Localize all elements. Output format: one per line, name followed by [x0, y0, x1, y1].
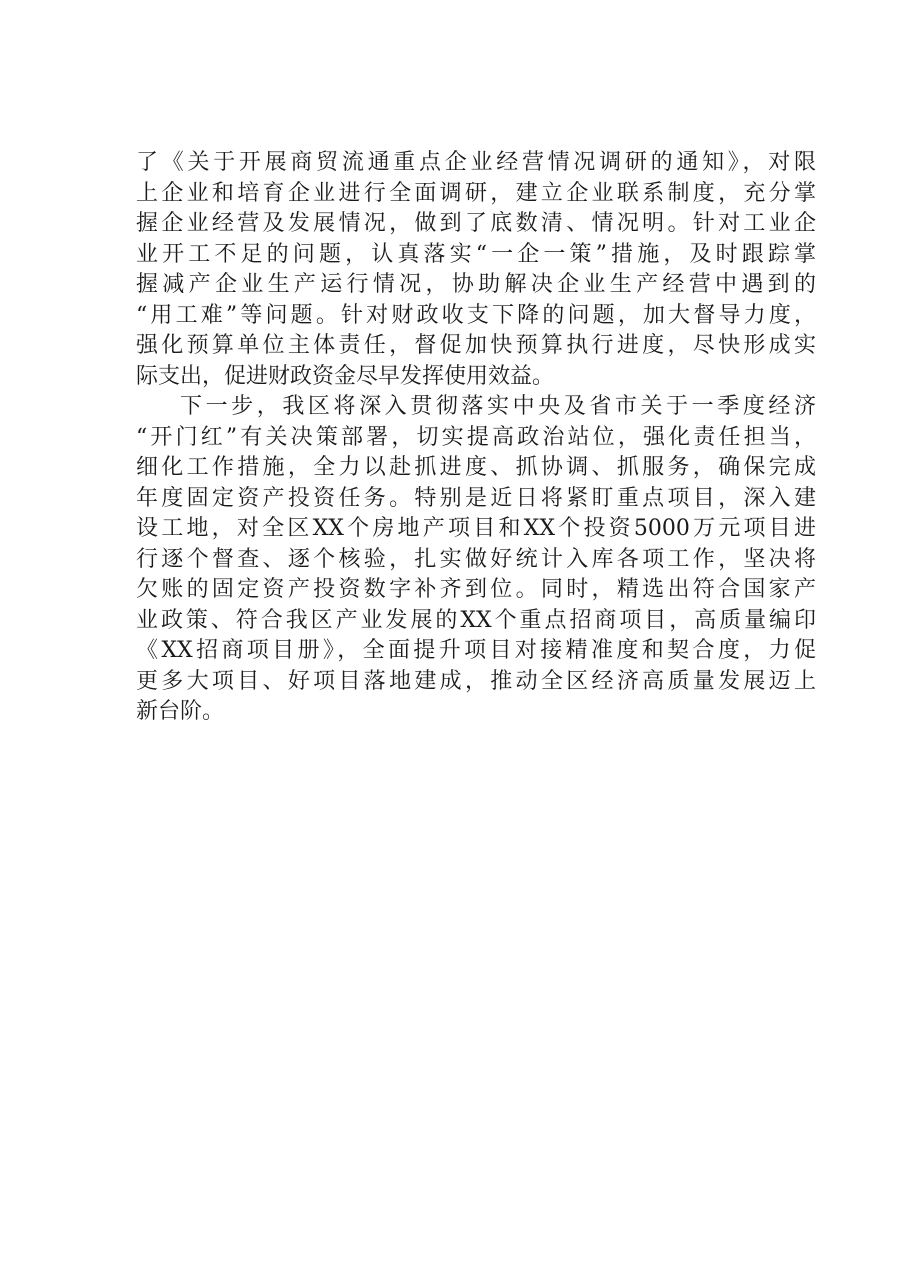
- text-line: 欠账的固定资产投资数字补齐到位。同时，精选出符合国家产: [136, 577, 816, 602]
- text-line: 更多大项目、好项目落地建成，推动全区经济高质量发展迈上: [136, 668, 816, 694]
- text-line: 握企业经营及发展情况，做到了底数清、情况明。针对工业企: [136, 211, 816, 236]
- text-line: 下一步，我区将深入贯彻落实中央及省市关于一季度经济: [180, 394, 816, 419]
- text-line: “开门红”有关决策部署，切实提高政治站位，强化责任担当，: [136, 424, 816, 450]
- text-line: 业政策、符合我区产业发展的XX个重点招商项目，高质量编印: [136, 607, 816, 633]
- text-line: 上企业和培育企业进行全面调研，建立企业联系制度，充分掌: [136, 180, 816, 206]
- text-line: 《XX招商项目册》，全面提升项目对接精准度和契合度，力促: [136, 638, 816, 663]
- text-line: 握减产企业生产运行情况，协助解决企业生产经营中遇到的: [136, 272, 816, 297]
- text-line: 年度固定资产投资任务。特别是近日将紧盯重点项目，深入建: [136, 485, 816, 511]
- text-line: 际支出，促进财政资金尽早发挥使用效益。: [136, 363, 555, 389]
- body-text: [136, 148, 816, 728]
- text-line: 强化预算单位主体责任，督促加快预算执行进度，尽快形成实: [136, 333, 816, 358]
- text-line: 细化工作措施，全力以赴抓进度、抓协调、抓服务，确保完成: [136, 455, 816, 480]
- paragraph-2: [136, 392, 816, 728]
- text-line: “用工难”等问题。针对财政收支下降的问题，加大督导力度，: [136, 302, 816, 328]
- text-line: 新台阶。: [136, 699, 225, 724]
- text-line: 业开工不足的问题，认真落实“一企一策”措施，及时跟踪掌: [136, 241, 816, 267]
- text-line: 行逐个督查、逐个核验，扎实做好统计入库各项工作，坚决将: [136, 546, 816, 572]
- paragraph-1: [136, 148, 816, 392]
- text-line: 设工地，对全区XX个房地产项目和XX个投资5000万元项目进: [136, 516, 816, 541]
- text-line: 了《关于开展商贸流通重点企业经营情况调研的通知》，对限: [136, 150, 816, 175]
